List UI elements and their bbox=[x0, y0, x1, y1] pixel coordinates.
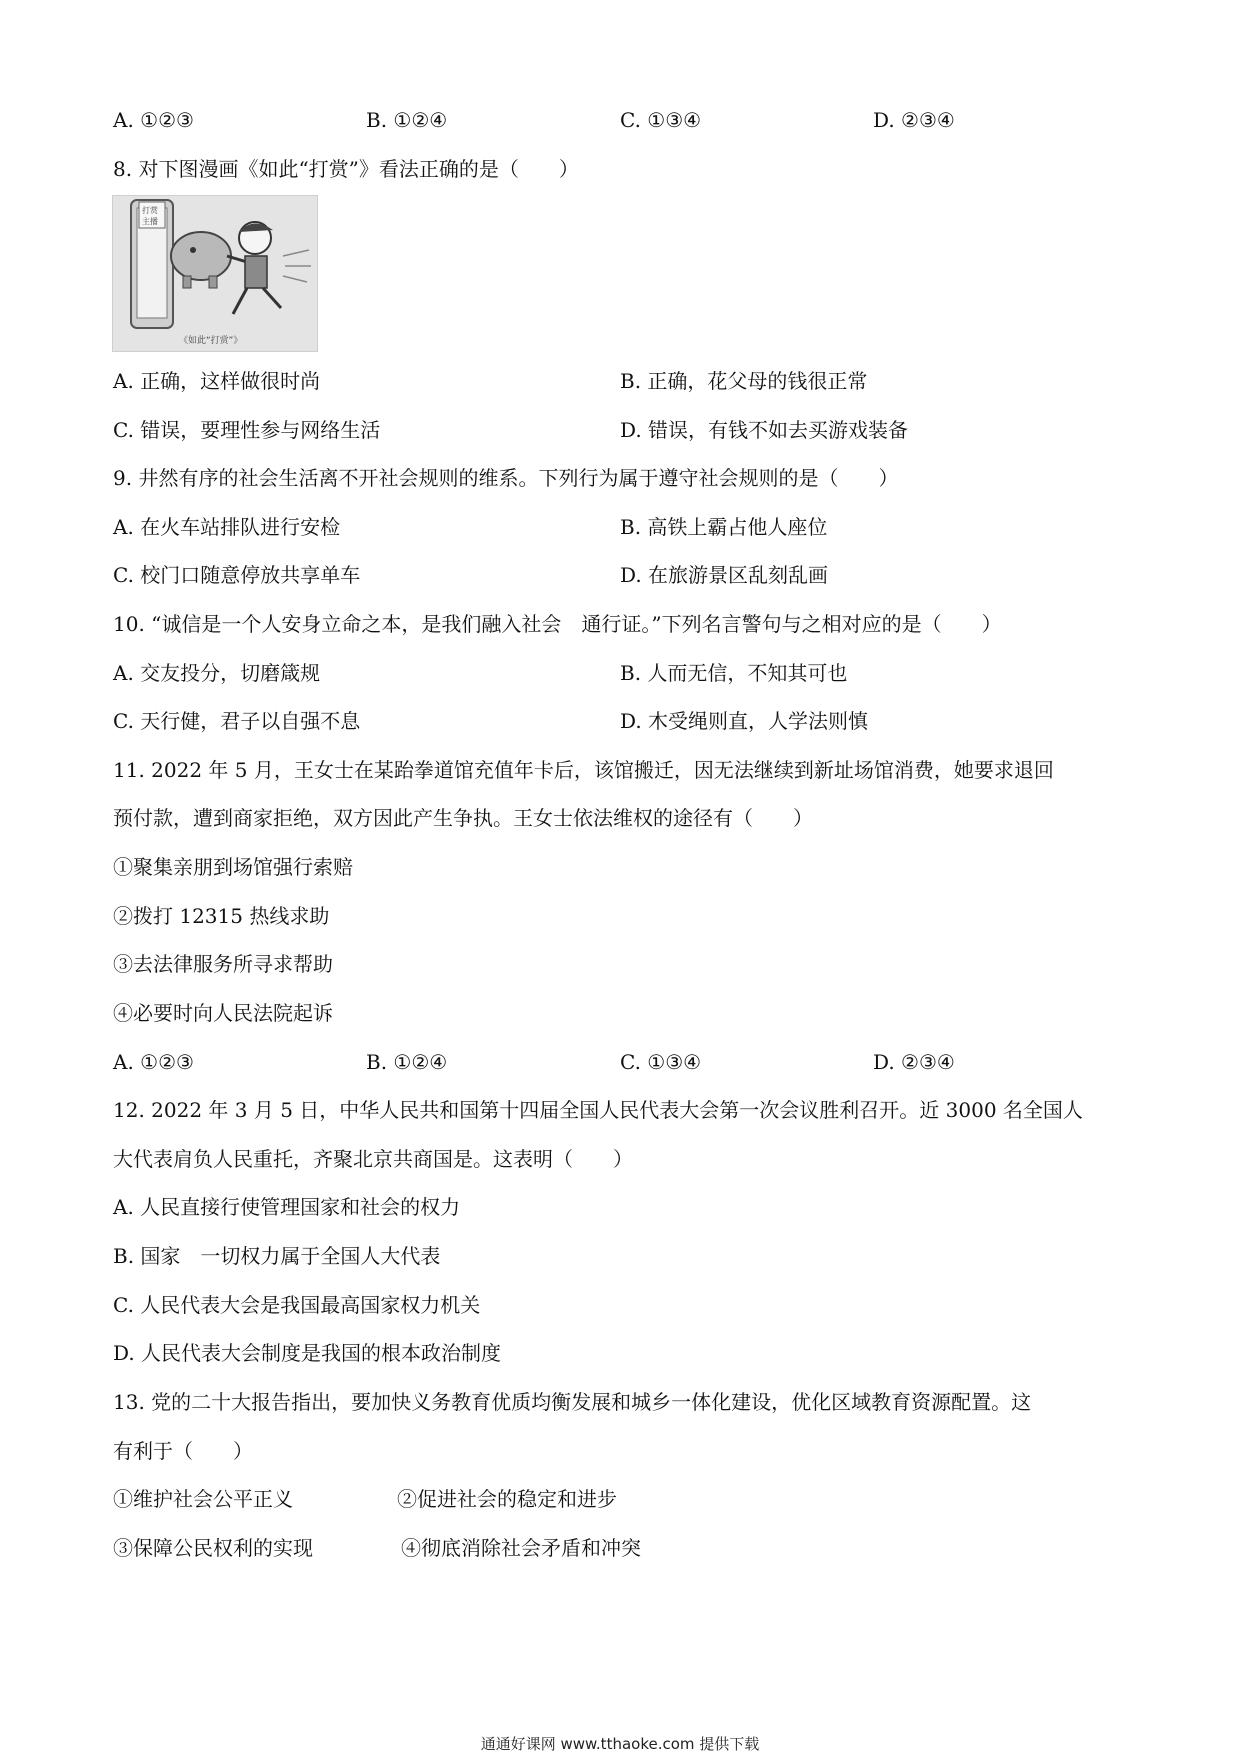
q7-option-d: D. ②③④ bbox=[873, 108, 955, 132]
q11-statement-2: ②拨打 12315 热线求助 bbox=[113, 904, 330, 928]
q7-option-a: A. ①②③ bbox=[113, 108, 194, 132]
page-footer: 通通好课网 www.tthaoke.com 提供下载 bbox=[480, 1735, 760, 1753]
q10-stem: 10. “诚信是一个人安身立命之本，是我们融入社会 通行证。”下列名言警句与之相对应的是（ ） bbox=[113, 612, 1002, 636]
q13-statement-3: ③保障公民权利的实现 bbox=[113, 1536, 313, 1560]
q10-option-a: A. 交友投分，切磨箴规 bbox=[113, 661, 321, 685]
q10-option-d: D. 木受绳则直，人学法则慎 bbox=[620, 709, 869, 733]
q12-option-c: C. 人民代表大会是我国最高国家权力机关 bbox=[113, 1293, 481, 1317]
q11-stem-line1: 11. 2022 年 5 月，王女士在某跆拳道馆充值年卡后，该馆搬迁，因无法继续到新址场馆消费，她要求退回 bbox=[113, 758, 1054, 782]
q13-statement-4: ④彻底消除社会矛盾和冲突 bbox=[401, 1536, 641, 1560]
q11-statement-1: ①聚集亲朋到场馆强行索赔 bbox=[113, 855, 353, 879]
q11-stem-line2: 预付款，遭到商家拒绝，双方因此产生争执。王女士依法维权的途径有（ ） bbox=[113, 806, 813, 830]
q13-stem-line1: 13. 党的二十大报告指出，要加快义务教育优质均衡发展和城乡一体化建设，优化区域教育资源配置。这 bbox=[113, 1390, 1032, 1414]
q9-option-a: A. 在火车站排队进行安检 bbox=[113, 515, 341, 539]
q8-option-b: B. 正确，花父母的钱很正常 bbox=[620, 369, 868, 393]
q7-option-b: B. ①②④ bbox=[366, 108, 448, 132]
q9-option-d: D. 在旅游景区乱刻乱画 bbox=[620, 563, 829, 587]
q8-option-d: D. 错误，有钱不如去买游戏装备 bbox=[620, 418, 909, 442]
q12-option-d: D. 人民代表大会制度是我国的根本政治制度 bbox=[113, 1341, 502, 1365]
cartoon-sign-text-1: 打赏 bbox=[142, 206, 158, 215]
q12-option-b: B. 国家 一切权力属于全国人大代表 bbox=[113, 1244, 441, 1268]
q12-option-a: A. 人民直接行使管理国家和社会的权力 bbox=[113, 1195, 461, 1219]
q9-option-c: C. 校门口随意停放共享单车 bbox=[113, 563, 361, 587]
q11-option-b: B. ①②④ bbox=[366, 1050, 448, 1074]
cartoon-image bbox=[112, 195, 318, 352]
q9-stem: 9. 井然有序的社会生活离不开社会规则的维系。下列行为属于遵守社会规则的是（ ） bbox=[113, 466, 899, 490]
cartoon-sign-text-2: 主播 bbox=[142, 217, 158, 226]
q11-statement-4: ④必要时向人民法院起诉 bbox=[113, 1001, 333, 1025]
cartoon-caption: 《如此“打赏”》 bbox=[179, 336, 243, 346]
q8-option-a: A. 正确，这样做很时尚 bbox=[113, 369, 321, 393]
q9-option-b: B. 高铁上霸占他人座位 bbox=[620, 515, 828, 539]
q8-option-c: C. 错误，要理性参与网络生活 bbox=[113, 418, 381, 442]
q13-statement-2: ②促进社会的稳定和进步 bbox=[397, 1487, 617, 1511]
q10-option-b: B. 人而无信，不知其可也 bbox=[620, 661, 848, 685]
q11-option-d: D. ②③④ bbox=[873, 1050, 955, 1074]
q11-statement-3: ③去法律服务所寻求帮助 bbox=[113, 952, 333, 976]
q13-statement-1: ①维护社会公平正义 bbox=[113, 1487, 293, 1511]
q8-stem: 8. 对下图漫画《如此“打赏”》看法正确的是（ ） bbox=[113, 157, 579, 181]
q10-option-c: C. 天行健，君子以自强不息 bbox=[113, 709, 361, 733]
cartoon-drawing bbox=[113, 196, 317, 351]
q11-option-a: A. ①②③ bbox=[113, 1050, 194, 1074]
q13-stem-line2: 有利于（ ） bbox=[113, 1439, 253, 1463]
q12-stem-line1: 12. 2022 年 3 月 5 日，中华人民共和国第十四届全国人民代表大会第一次会议胜利召开。近 3000 名全国人 bbox=[113, 1098, 1083, 1122]
q7-option-c: C. ①③④ bbox=[620, 108, 702, 132]
q11-option-c: C. ①③④ bbox=[620, 1050, 702, 1074]
q12-stem-line2: 大代表肩负人民重托，齐聚北京共商国是。这表明（ ） bbox=[113, 1147, 633, 1171]
